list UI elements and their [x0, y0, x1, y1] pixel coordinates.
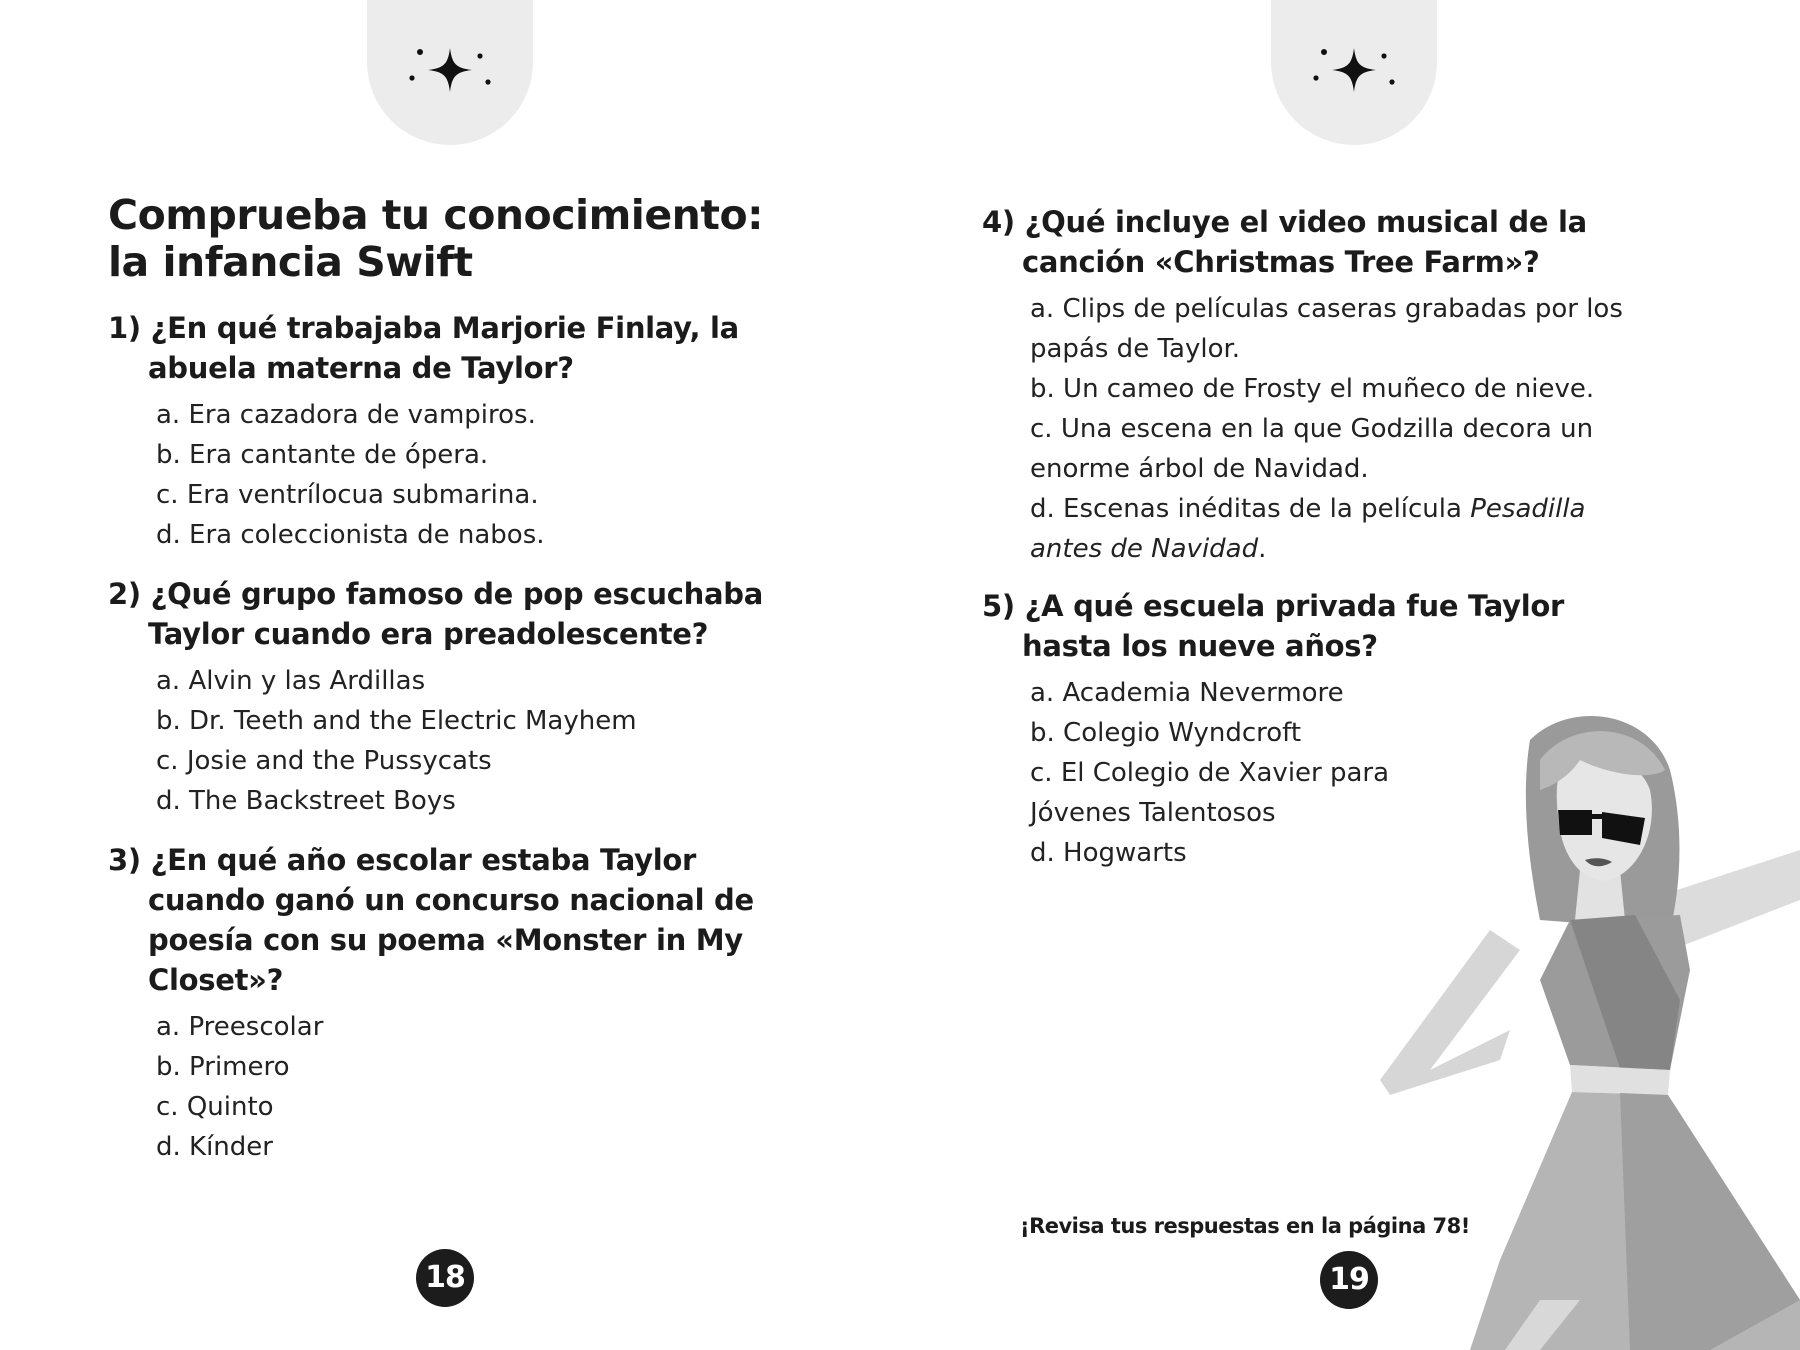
- answer-option: c. Quinto: [156, 1092, 274, 1122]
- question-text: 1) ¿En qué trabajaba Marjorie Finlay, la abuela materna de Taylor?: [108, 311, 739, 385]
- answer-option: b. Dr. Teeth and the Electric Mayhem: [156, 706, 637, 736]
- question-2: [108, 574, 808, 821]
- answer-option: d. Era coleccionista de nabos.: [156, 520, 545, 550]
- answer-option: a. Academia Nevermore: [1030, 678, 1344, 708]
- answer-option: a. Clips de películas caseras grabadas por los papás de Taylor.: [1030, 294, 1623, 364]
- answer-option: b. Un cameo de Frosty el muñeco de nieve.: [1030, 374, 1595, 404]
- answer-option: b. Era cantante de ópera.: [156, 440, 489, 470]
- page-title: Comprueba tu conocimiento: la infancia Swift: [108, 191, 764, 286]
- page-number: 19: [1320, 1251, 1378, 1309]
- answer-option: a. Era cazadora de vampiros.: [156, 400, 536, 430]
- answer-option: b. Colegio Wyndcroft: [1030, 718, 1302, 748]
- answer-option: c. Josie and the Pussycats: [156, 746, 492, 776]
- question-1: [108, 308, 808, 555]
- singer-illustration: [1240, 700, 1800, 1350]
- option-text: d. Escenas inéditas de la película: [1030, 494, 1471, 524]
- answer-option: c. Era ventrílocua submarina.: [156, 480, 539, 510]
- answers-note: ¡Revisa tus respuestas en la página 78!: [1020, 1214, 1470, 1238]
- answer-options: [108, 395, 808, 555]
- question-text: 4) ¿Qué incluye el video musical de la canción «Christmas Tree Farm»?: [982, 205, 1587, 279]
- question-3: [108, 840, 808, 1167]
- answer-option: c. El Colegio de Xavier para: [1030, 758, 1390, 788]
- option-text: .: [1258, 534, 1267, 564]
- question-text: 2) ¿Qué grupo famoso de pop escuchaba Taylor cuando era preadolescente?: [108, 577, 763, 651]
- top-tab-left: [367, 0, 533, 145]
- answer-option: d. Kínder: [156, 1132, 273, 1162]
- answer-option: [1030, 489, 1662, 569]
- answer-option: d. The Backstreet Boys: [156, 786, 456, 816]
- sparkle-icon: [402, 42, 498, 102]
- answer-option: a. Alvin y las Ardillas: [156, 666, 426, 696]
- movie-title: Pesadilla antes de Navidad: [1030, 494, 1586, 564]
- question-text: 5) ¿A qué escuela privada fue Taylor hasta los nueve años?: [982, 589, 1565, 663]
- question-text: 3) ¿En qué año escolar estaba Taylor cuando ganó un concurso nacional de poesía con su poema «Monster in My Closet»?: [108, 843, 754, 997]
- answer-options: [108, 661, 808, 821]
- answer-option: b. Primero: [156, 1052, 290, 1082]
- answer-option: a. Preescolar: [156, 1012, 324, 1042]
- sparkle-icon: [1306, 42, 1402, 102]
- question-4: [982, 202, 1662, 569]
- answer-option: c. Una escena en la que Godzilla decora un enorme árbol de Navidad.: [1030, 414, 1594, 484]
- answer-options: [982, 289, 1662, 569]
- top-tab-right: [1271, 0, 1437, 145]
- answer-option: d. Hogwarts: [1030, 838, 1187, 868]
- answer-option-continued: Jóvenes Talentosos: [1030, 798, 1276, 828]
- page-number: 18: [416, 1249, 474, 1307]
- answer-options: [108, 1007, 808, 1167]
